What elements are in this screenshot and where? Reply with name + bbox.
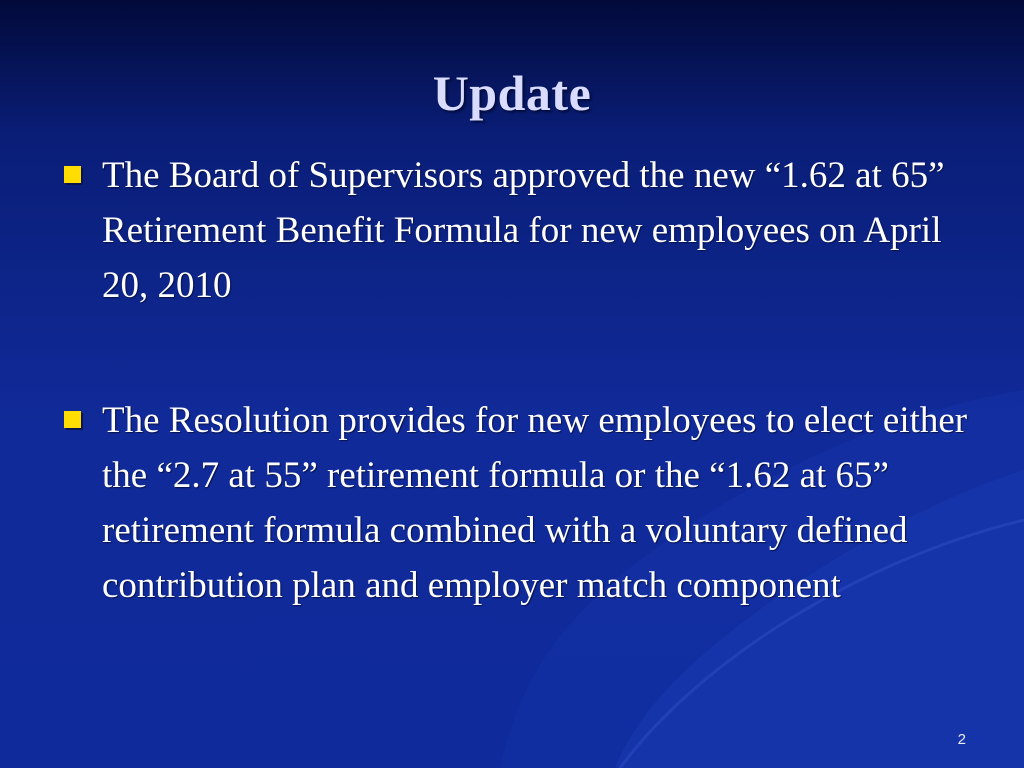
square-bullet-icon — [64, 166, 81, 183]
square-bullet-icon — [64, 411, 81, 428]
bullet-text: The Board of Supervisors approved the new “1.62 at 65” Retirement Benefit Formula for new employees on April 20, 2010 — [102, 155, 945, 306]
slide-title: Update — [432, 65, 592, 121]
bullet-text: The Resolution provides for new employees to elect either the “2.7 at 55” retirement formula or the “1.62 at 65” retirement formula combined with a voluntary defined contribution plan and employer match component — [102, 400, 968, 606]
bullet-list — [62, 148, 972, 613]
bullet-item — [62, 393, 972, 613]
bullet-item — [62, 148, 972, 313]
page-number: 2 — [957, 731, 966, 748]
